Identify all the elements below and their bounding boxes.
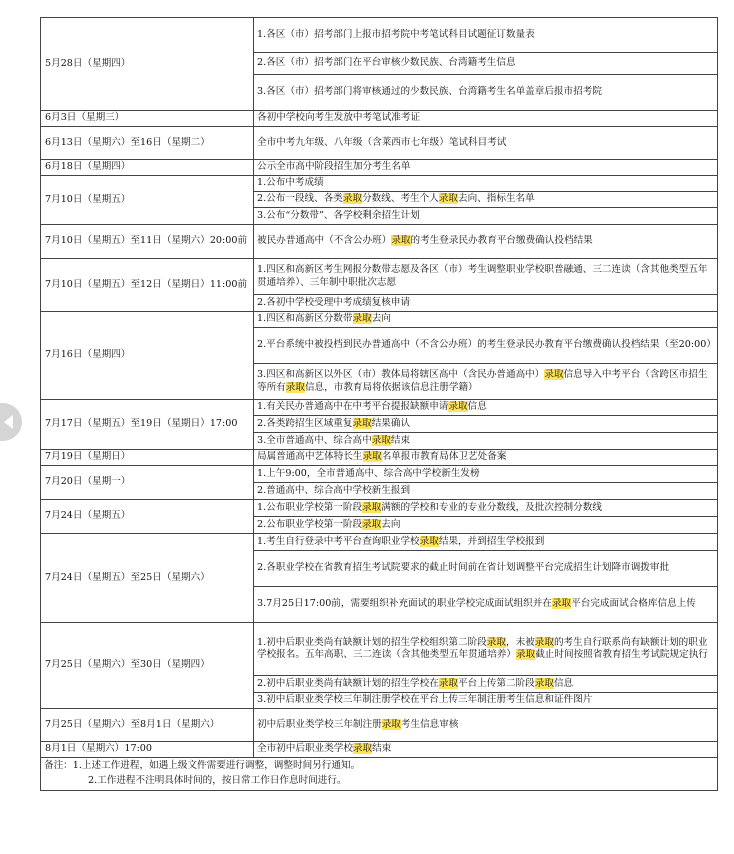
highlight-mark: 录取 <box>362 451 382 463</box>
schedule-item: 3.7月25日17:00前，需要组织补充面试的职业学校完成面试组织并在录取平台完成面试合格库信息上传 <box>257 598 696 610</box>
schedule-items <box>254 742 718 758</box>
schedule-item: 1.初中后职业类尚有缺额计划的招生学校组织第二阶段录取，未被录取的考生自行联系尚有缺额计划的职业学校报名。五年高职、三二连读（含其他类型五年贯通培养）录取截止时间按照省教育招生考试院规定执行 <box>257 636 708 660</box>
schedule-items <box>254 450 718 466</box>
schedule-item: 2.平台系统中被投档到民办普通高中（不含公办班）的考生登录民办教育平台缴费确认投档结果（至20:00） <box>257 339 716 351</box>
schedule-row <box>41 709 718 742</box>
notes-row <box>41 758 718 791</box>
schedule-items <box>254 466 718 500</box>
highlight-mark: 录取 <box>352 743 373 755</box>
scroll-left-arrow-icon[interactable] <box>0 403 22 441</box>
schedule-items <box>254 176 718 225</box>
schedule-date: 6月3日（星期三） <box>41 111 254 127</box>
note-line-2: 2.工作进程不注明具体时间的，按日常工作日作息时间进行。 <box>88 774 347 786</box>
schedule-row <box>41 259 718 312</box>
schedule-row <box>41 225 718 259</box>
schedule-item: 全市初中后职业类学校录取结束 <box>257 743 392 755</box>
schedule-item: 2.普通高中、综合高中学校新生报到 <box>257 484 411 496</box>
schedule-item: 2.公布职业学校第一阶段录取去向 <box>257 518 401 530</box>
schedule-date: 7月20日（星期一） <box>41 466 254 500</box>
highlight-mark: 录取 <box>419 535 439 547</box>
highlight-mark: 录取 <box>381 718 401 730</box>
schedule-date: 5月28日（星期四） <box>41 18 254 111</box>
schedule-item: 1.有关民办普通高中在中考平台提报缺额申请录取信息 <box>257 401 487 413</box>
schedule-item: 1.考生自行登录中考平台查询职业学校录取结果，并到招生学校报到 <box>257 535 545 547</box>
schedule-row <box>41 312 718 400</box>
schedule-date: 7月24日（星期五） <box>41 500 254 534</box>
schedule-date: 6月13日（星期六）至16日（星期二） <box>41 127 254 160</box>
schedule-row <box>41 450 718 466</box>
schedule-item: 局属普通高中艺体特长生录取名单报市教育局体卫艺处备案 <box>257 451 507 463</box>
schedule-item: 1.公布职业学校第一阶段录取满额的学校和专业的专业分数线，及批次控制分数线 <box>257 501 602 513</box>
schedule-row <box>41 127 718 160</box>
highlight-mark: 录取 <box>534 677 554 689</box>
schedule-items <box>254 160 718 176</box>
schedule-items <box>254 225 718 259</box>
schedule-item: 全市中考九年级、八年级（含莱西市七年级）笔试科目考试 <box>257 136 507 148</box>
schedule-item: 2.各初中学校受理中考成绩复核申请 <box>257 296 411 308</box>
schedule-items <box>254 623 718 709</box>
highlight-mark: 录取 <box>285 381 305 393</box>
schedule-row <box>41 466 718 500</box>
schedule-items <box>254 127 718 160</box>
highlight-mark: 录取 <box>342 193 363 205</box>
schedule-item: 各初中学校向考生发放中考笔试准考证 <box>257 112 421 124</box>
schedule-items <box>254 709 718 742</box>
schedule-row <box>41 500 718 534</box>
schedule-table <box>40 17 718 791</box>
schedule-date: 8月1日（星期六）17:00 <box>41 742 254 758</box>
highlight-mark: 录取 <box>352 313 372 325</box>
highlight-mark: 录取 <box>352 417 372 429</box>
schedule-item: 初中后职业类学校三年制注册录取考生信息审核 <box>257 718 459 730</box>
schedule-date: 6月18日（星期四） <box>41 160 254 176</box>
schedule-row <box>41 111 718 127</box>
schedule-item: 1.各区（市）招考部门上报市招考院中考笔试科目试题征订数量表 <box>257 28 535 40</box>
highlight-mark: 录取 <box>362 518 382 530</box>
highlight-mark: 录取 <box>391 235 411 247</box>
schedule-date: 7月24日（星期五）至25日（星期六） <box>41 534 254 623</box>
schedule-item: 1.公布中考成绩 <box>257 177 324 189</box>
schedule-date: 7月10日（星期五）至11日（星期六）20:00前 <box>41 225 254 259</box>
schedule-item: 被民办普通高中（不含公办班）录取的考生登录民办教育平台缴费确认投档结果 <box>257 235 593 247</box>
schedule-date: 7月10日（星期五）至12日（星期日）11:00前 <box>41 259 254 312</box>
schedule-items <box>254 111 718 127</box>
notes-cell <box>41 758 718 791</box>
highlight-mark: 录取 <box>362 501 382 513</box>
schedule-row <box>41 742 718 758</box>
schedule-item: 3.各区（市）招考部门将审核通过的少数民族、台湾籍考生名单盖章后报市招考院 <box>257 86 602 98</box>
schedule-date: 7月25日（星期六）至30日（星期四） <box>41 623 254 709</box>
schedule-item: 1.上午9:00，全市普通高中、综合高中学校新生发榜 <box>257 467 480 479</box>
schedule-item: 2.各区（市）招考部门在平台审核少数民族、台湾籍考生信息 <box>257 57 516 69</box>
schedule-row <box>41 534 718 623</box>
schedule-item: 3.全市普通高中、综合高中录取结束 <box>257 434 411 446</box>
schedule-date: 7月17日（星期五）至19日（星期日）17:00 <box>41 400 254 450</box>
schedule-item: 3.初中后职业类学校三年制注册学校在平台上传三年制注册考生信息和证件图片 <box>257 694 593 706</box>
highlight-mark: 录取 <box>486 636 506 648</box>
schedule-items <box>254 312 718 400</box>
highlight-mark: 录取 <box>438 193 459 205</box>
schedule-items <box>254 400 718 450</box>
schedule-item: 2.初中后职业类尚有缺额计划的招生学校在录取平台上传第二阶段录取信息 <box>257 677 574 689</box>
highlight-mark: 录取 <box>544 369 564 381</box>
highlight-mark: 录取 <box>371 434 391 446</box>
schedule-row <box>41 400 718 450</box>
schedule-date: 7月19日（星期日） <box>41 450 254 466</box>
highlight-mark: 录取 <box>551 598 572 610</box>
highlight-mark: 录取 <box>438 677 459 689</box>
highlight-mark: 录取 <box>516 649 536 660</box>
highlight-mark: 录取 <box>534 636 554 648</box>
schedule-item: 1.四区和高新区分数带录取去向 <box>257 313 391 325</box>
schedule-table-body <box>41 18 718 758</box>
schedule-row <box>41 623 718 709</box>
schedule-item: 公示全市高中阶段招生加分考生名单 <box>257 161 411 173</box>
schedule-items <box>254 259 718 312</box>
schedule-item: 2.公布一段线、各类录取分数线、考生个人录取去向、指标生名单 <box>257 193 535 205</box>
note-line-1: 备注：1.上述工作进程，如遇上级文件需要进行调整，调整时间另行通知。 <box>44 760 361 771</box>
schedule-items <box>254 500 718 534</box>
schedule-item: 1.四区和高新区考生网报分数带志愿及各区（市）考生调整职业学校职普融通、三二连读（含其他类型五年贯通培养）、三年制中职批次志愿 <box>257 264 708 288</box>
schedule-item: 3.四区和高新区以外区（市）教体局将辖区高中（含民办普通高中）录取信息导入中考平台（含跨区市招生等所有录取信息，市教育局将依据该信息注册学籍） <box>257 369 708 393</box>
schedule-item: 2.各职业学校在省教育招生考试院要求的截止时间前在省计划调整平台完成招生计划降市调拨审批 <box>257 562 670 574</box>
highlight-mark: 录取 <box>448 401 468 413</box>
schedule-row <box>41 18 718 111</box>
schedule-date: 7月25日（星期六）至8月1日（星期六） <box>41 709 254 742</box>
schedule-item: 2.各类跨招生区域重复录取结果确认 <box>257 417 411 429</box>
schedule-date: 7月16日（星期四） <box>41 312 254 400</box>
schedule-items <box>254 18 718 111</box>
schedule-items <box>254 534 718 623</box>
schedule-row <box>41 160 718 176</box>
schedule-item: 3.公布“分数带”、各学校剩余招生计划 <box>257 209 420 221</box>
schedule-date: 7月10日（星期五） <box>41 176 254 225</box>
schedule-row <box>41 176 718 225</box>
